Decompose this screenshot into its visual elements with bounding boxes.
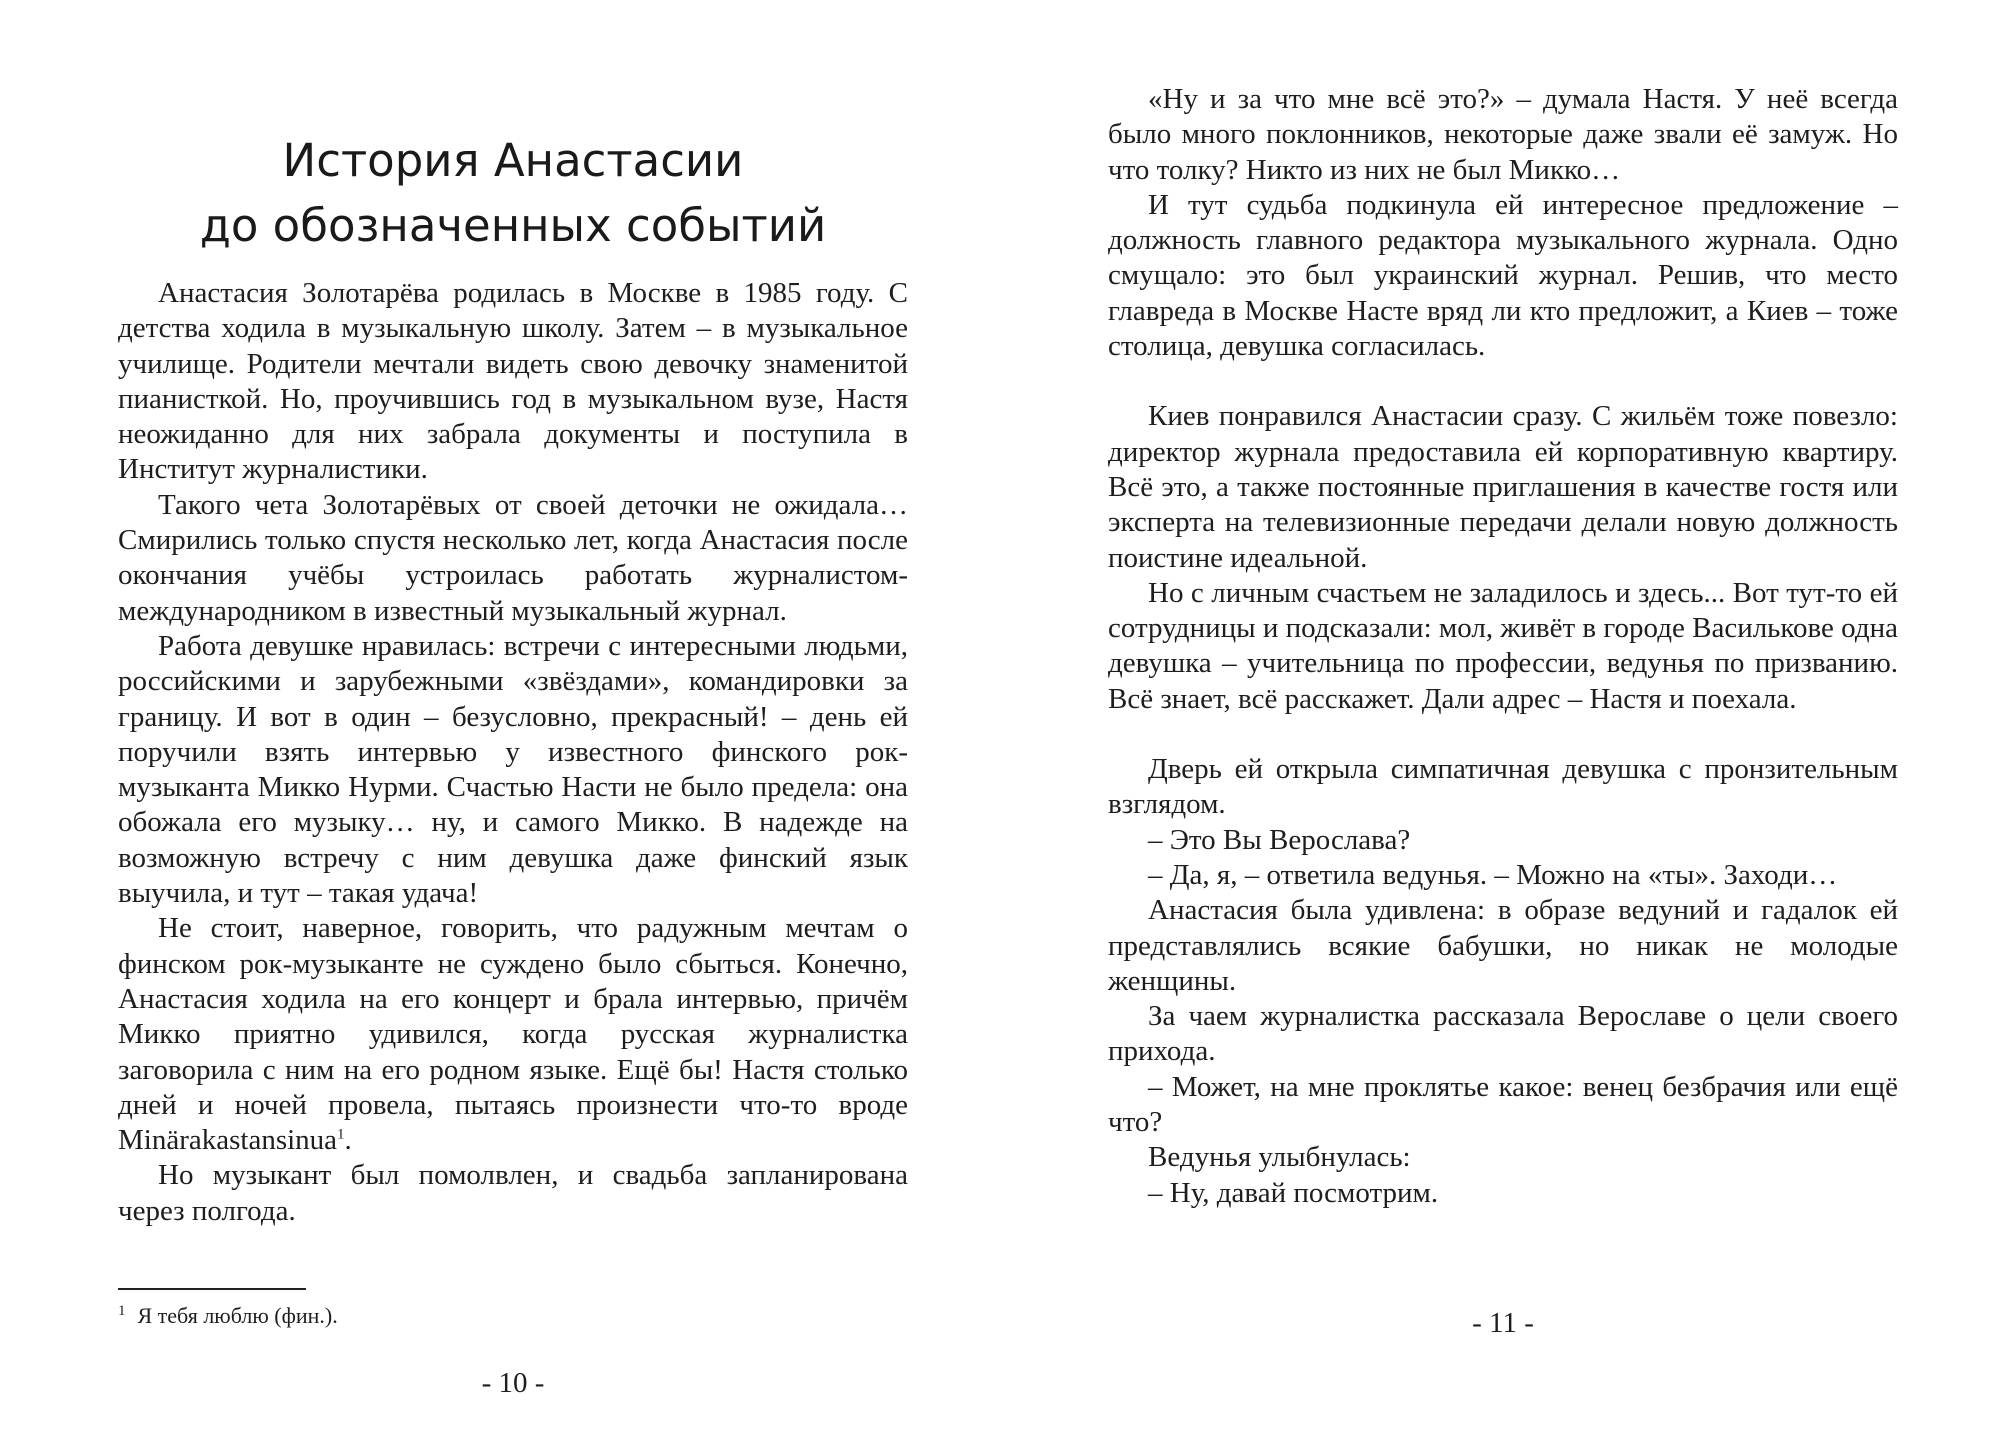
paragraph-with-footnote <box>118 911 908 1158</box>
footnote-text: Я тебя люблю (фин.). <box>137 1303 338 1328</box>
dialogue-line: – Может, на мне проклятье какое: венец безбрачия или ещё что? <box>1108 1070 1898 1139</box>
paragraph: «Ну и за что мне всё это?» – думала Настя. У неё всегда было много поклонников, некоторые даже звали её замуж. Но что толку? Никто из них не был Микко… <box>1108 83 1898 186</box>
left-page-body <box>118 276 908 1229</box>
footnote-reference: 1 <box>337 1126 345 1143</box>
paragraph: Но с личным счастьем не заладилось и здесь... Вот тут-то ей сотрудницы и подсказали: мол, живёт в городе Василькове одна девушка – учительница по профессии, ведунья по призванию. Всё знает, всё расскажет. Дали адрес – Настя и поехала. <box>1108 576 1898 715</box>
paragraph: Дверь ей открыла симпатичная девушка с пронзительным взглядом. <box>1108 753 1898 821</box>
section-gap <box>1108 717 1898 752</box>
section-gap <box>1108 364 1898 399</box>
chapter-title <box>118 128 908 258</box>
paragraph: Анастасия Золотарёва родилась в Москве в 1985 году. С детства ходила в музыкальную школу. Затем – в музыкальное училище. Родители мечтали видеть свою девочку знаменитой пианисткой. Но, проучившись год в музыкальном вузе, Настя неожиданно для них забрала документы и поступила в Институт журналистики. <box>118 277 908 486</box>
paragraph: Работа девушке нравилась: встречи с интересными людьми, российскими и зарубежными «звёздами», командировки за границу. И вот в один – безусловно, прекрасный! – день ей поручили взять интервью у известного финского рок-музыканта Микко Нурми. Счастью Насти не было предела: она обожала его музыку… ну, и самого Микко. В надежде на возможную встречу с ним девушка даже финский язык выучила, и тут – такая удача! <box>118 629 908 910</box>
paragraph-text: Не стоит, наверное, говорить, что радужным мечтам о финском рок-музыканте не суждено было сбыться. Конечно, Анастасия ходила на его концерт и брала интервью, причём Микко приятно удивился, когда русская журналистка заговорила с ним на его родном языке. Ещё бы! Настя столько дней и ночей провела, пытаясь произнести что-то вроде Minärakastansinua <box>118 912 908 1157</box>
paragraph: Такого чета Золотарёвых от своей деточки не ожидала… Смирились только спустя несколько лет, когда Анастасия после окончания учёбы устроилась работать журналистом-международником в известный музыкальный журнал. <box>118 488 908 627</box>
page-number-left: - 10 - <box>481 1367 545 1399</box>
paragraph: Киев понравился Анастасии сразу. С жильём тоже повезло: директор журнала предоставила ей корпоративную квартиру. Всё это, а также постоянные приглашения в качестве гостя или эксперта на телевизионные передачи делали новую должность поистине идеальной. <box>1108 400 1898 574</box>
dialogue-line: – Да, я, – ответила ведунья. – Можно на «ты». Заходи… <box>1148 858 1838 891</box>
paragraph: Ведунья улыбнулась: <box>1148 1141 1411 1174</box>
footnote-divider <box>118 1288 306 1290</box>
paragraph: И тут судьба подкинула ей интересное предложение – должность главного редактора музыкального журнала. Одно смущало: это был украинский журнал. Решив, что место главреда в Москве Насте вряд ли кто предложит, а Киев – тоже столица, девушка согласилась. <box>1108 188 1898 363</box>
page-number-right: - 11 - <box>1472 1307 1534 1339</box>
dialogue-line: – Ну, давай посмотрим. <box>1148 1176 1439 1209</box>
paragraph-tail: . <box>344 1124 352 1157</box>
footnote-mark: 1 <box>118 1302 126 1319</box>
paragraph: Анастасия была удивлена: в образе ведуний и гадалок ей представлялись всякие бабушки, но никак не молодые женщины. <box>1108 894 1898 997</box>
right-page-body <box>1108 82 1898 1211</box>
paragraph: За чаем журналистка рассказала Верославе о цели своего прихода. <box>1108 1000 1898 1068</box>
dialogue-line: – Это Вы Верослава? <box>1148 823 1411 856</box>
chapter-title-line-2: до обозначенных событий <box>199 199 827 252</box>
paragraph: Но музыкант был помолвлен, и свадьба запланирована через полгода. <box>118 1159 908 1227</box>
footnote <box>118 1302 908 1330</box>
chapter-title-line-1: История Анастасии <box>282 134 744 187</box>
